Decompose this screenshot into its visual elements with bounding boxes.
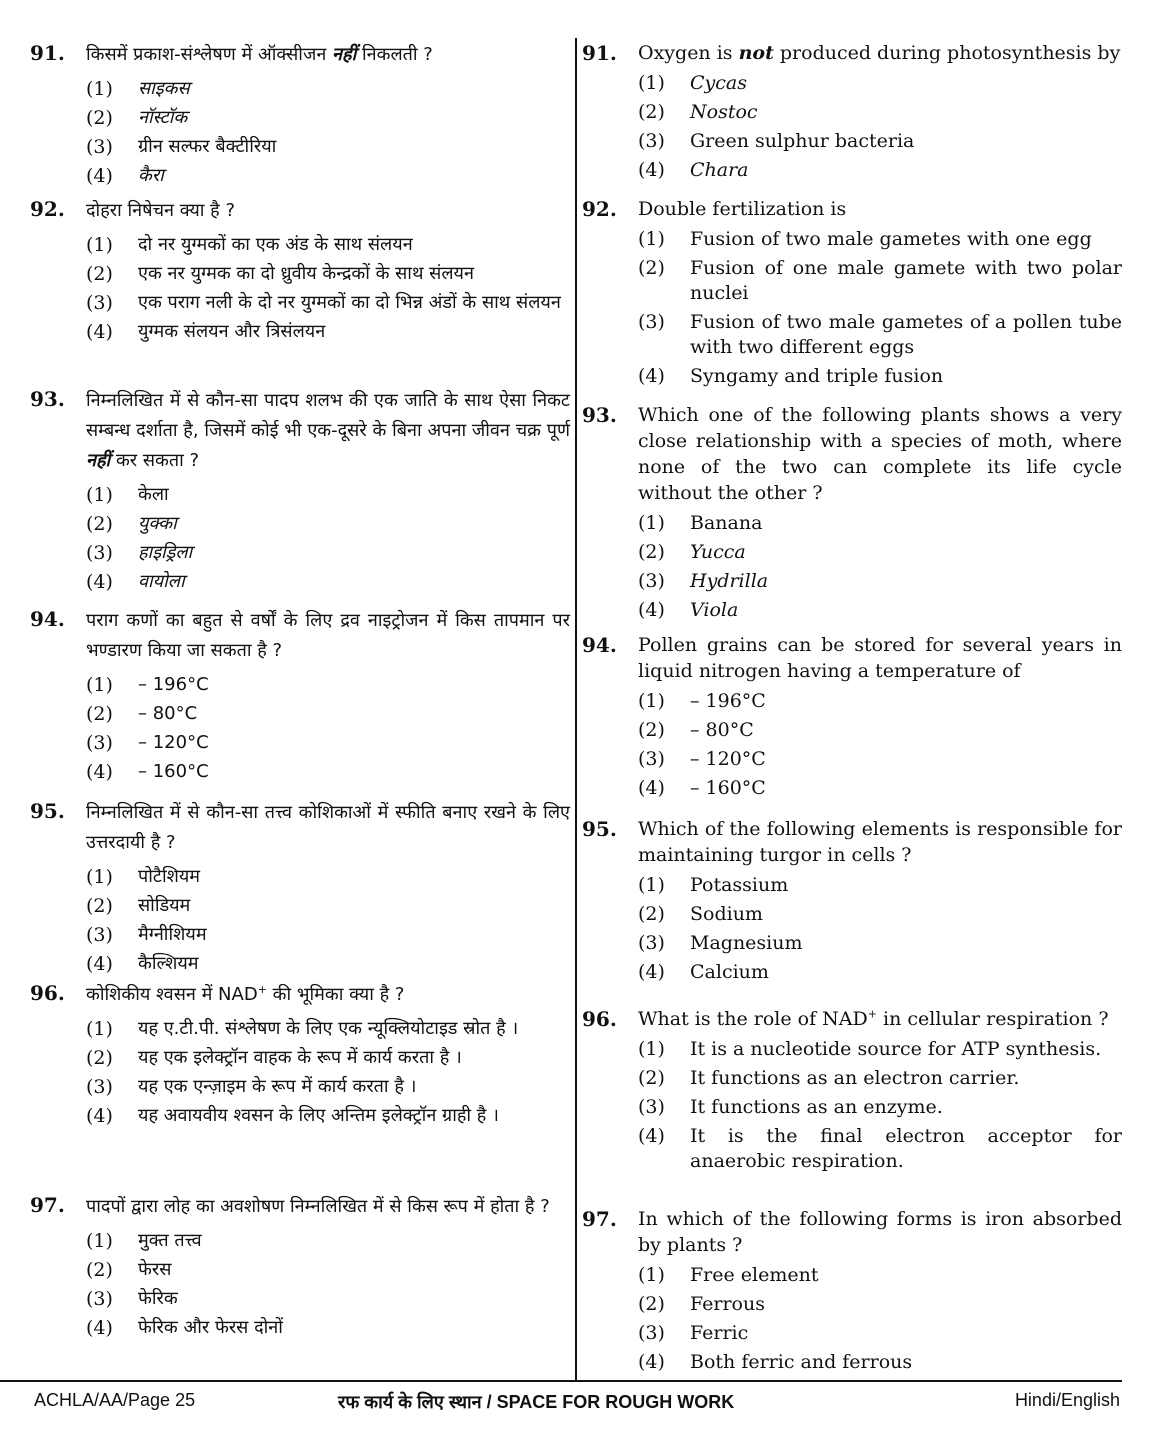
question-number: 95. (582, 817, 617, 841)
option-text: – 80°C (138, 703, 198, 724)
option-number: (2) (638, 903, 665, 925)
question-number: 93. (30, 387, 65, 411)
option-number: (1) (638, 512, 665, 534)
option-number: (2) (86, 263, 113, 285)
question-text: Which of the following elements is responsible for maintaining turgor in cells ? (638, 818, 1122, 866)
question-text: कोशिकीय श्वसन में NAD+ की भूमिका क्या है ? (86, 983, 405, 1005)
option-number: (4) (86, 321, 113, 343)
option-text: Fusion of one male gamete with two polar nuclei (690, 257, 1122, 304)
options-list (86, 1227, 570, 1342)
superscript: + (257, 983, 267, 996)
option-text: यह अवायवीय श्वसन के लिए अन्तिम इलेक्ट्रॉन ग्राही है । (138, 1105, 499, 1126)
options-list (86, 671, 570, 786)
option-item (86, 863, 570, 891)
emphasis-word: नहीं (332, 44, 357, 65)
column-divider (575, 38, 577, 1380)
question-text: What is the role of NAD+ in cellular respiration ? (638, 1007, 1109, 1030)
option-number: (2) (638, 101, 665, 123)
option-item (86, 921, 570, 949)
option-number: (4) (86, 1317, 113, 1339)
option-item (86, 481, 570, 509)
question-text: निम्नलिखित में से कौन-सा तत्त्व कोशिकाओं में स्फीति बनाए रखने के लिए उत्तरदायी है ? (86, 802, 570, 853)
option-item (86, 75, 570, 103)
option-number: (4) (638, 365, 665, 387)
option-number: (1) (638, 874, 665, 896)
option-number: (3) (638, 311, 665, 333)
question-95 (582, 816, 1122, 989)
option-item (638, 689, 1122, 714)
option-number: (3) (86, 924, 113, 946)
option-text: – 120°C (690, 748, 766, 770)
option-text: युक्का (138, 513, 177, 534)
option-number: (4) (638, 599, 665, 621)
option-item (638, 1095, 1122, 1120)
option-number: (3) (638, 130, 665, 152)
option-number: (3) (638, 932, 665, 954)
question-92 (30, 196, 570, 347)
question-93 (30, 386, 570, 597)
option-item (638, 1124, 1122, 1174)
options-list (638, 873, 1122, 985)
question-text: Which one of the following plants shows a very close relationship with a species of moth, where none of the two can complete its life cycle without the other ? (638, 404, 1122, 504)
options-list (638, 1263, 1122, 1375)
option-number: (1) (638, 1264, 665, 1286)
option-text: Ferric (690, 1322, 749, 1344)
option-number: (3) (86, 292, 113, 314)
option-text: – 160°C (690, 777, 766, 799)
question-93 (582, 402, 1122, 627)
options-list (86, 75, 570, 190)
option-number: (4) (86, 953, 113, 975)
option-text: ग्रीन सल्फर बैक्टीरिया (138, 136, 277, 157)
option-text: Ferrous (690, 1293, 765, 1315)
options-list (638, 227, 1122, 389)
option-text: युग्मक संलयन और त्रिसंलयन (138, 321, 326, 342)
option-item (638, 718, 1122, 743)
option-item (86, 892, 570, 920)
option-text: कैरा (138, 165, 164, 186)
option-number: (3) (638, 570, 665, 592)
question-text: In which of the following forms is iron absorbed by plants ? (638, 1208, 1122, 1256)
option-text: फेरिक और फेरस दोनों (138, 1317, 283, 1338)
option-item (86, 729, 570, 757)
option-item (86, 510, 570, 538)
option-item (86, 1227, 570, 1255)
option-item (86, 318, 570, 346)
option-item (638, 1350, 1122, 1375)
option-text: सोडियम (138, 895, 191, 916)
options-list (638, 71, 1122, 183)
option-item (638, 364, 1122, 389)
question-96 (582, 1006, 1122, 1178)
question-number: 96. (582, 1007, 617, 1031)
option-item (638, 1037, 1122, 1062)
question-text: पराग कणों का बहुत से वर्षों के लिए द्रव नाइट्रोजन में किस तापमान पर भण्डारण किया जा सकता है ? (86, 610, 570, 661)
options-list (86, 481, 570, 596)
option-item (86, 700, 570, 728)
option-number: (2) (86, 703, 113, 725)
option-item (86, 231, 570, 259)
question-number: 95. (30, 799, 65, 823)
option-item (638, 1292, 1122, 1317)
option-number: (3) (86, 542, 113, 564)
option-text: It is a nucleotide source for ATP synthesis. (690, 1038, 1102, 1060)
option-text: दो नर युग्मकों का एक अंड के साथ संलयन (138, 234, 413, 255)
option-number: (4) (638, 961, 665, 983)
option-number: (3) (638, 1322, 665, 1344)
option-text: – 160°C (138, 761, 209, 782)
option-item (86, 1102, 570, 1130)
option-text: यह एक एन्ज़ाइम के रूप में कार्य करता है । (138, 1076, 417, 1097)
option-text: पोटैशियम (138, 866, 201, 887)
option-number: (1) (638, 228, 665, 250)
option-text: – 196°C (138, 674, 209, 695)
page-footer (34, 1390, 1120, 1414)
question-number: 91. (582, 41, 617, 65)
option-number: (2) (86, 1259, 113, 1281)
option-number: (4) (86, 165, 113, 187)
option-number: (1) (86, 484, 113, 506)
question-96 (30, 980, 570, 1131)
options-list (638, 511, 1122, 623)
option-number: (1) (86, 1230, 113, 1252)
option-number: (1) (638, 1038, 665, 1060)
option-item (638, 511, 1122, 536)
option-number: (2) (638, 541, 665, 563)
option-item (638, 310, 1122, 360)
options-list (638, 689, 1122, 801)
option-item (638, 1066, 1122, 1091)
question-number: 94. (582, 633, 617, 657)
option-text: It functions as an electron carrier. (690, 1067, 1020, 1089)
option-text: Fusion of two male gametes of a pollen tube with two different eggs (690, 311, 1122, 358)
option-number: (1) (86, 78, 113, 100)
question-text: पादपों द्वारा लोह का अवशोषण निम्नलिखित में से किस रूप में होता है ? (86, 1196, 550, 1217)
question-text: किसमें प्रकाश-संश्लेषण में ऑक्सीजन नहीं निकलती ? (86, 44, 433, 65)
language-label: Hindi/English (1014, 1390, 1120, 1410)
question-text: Pollen grains can be stored for several years in liquid nitrogen having a temperature of (638, 634, 1122, 682)
option-text: – 120°C (138, 732, 209, 753)
option-text: Banana (690, 512, 763, 534)
emphasis-word: not (738, 42, 774, 64)
option-item (638, 1321, 1122, 1346)
option-text: हाइड्रिला (138, 542, 193, 563)
option-number: (4) (86, 571, 113, 593)
emphasis-word: नहीं (86, 450, 111, 471)
question-number: 92. (30, 197, 65, 221)
option-item (86, 671, 570, 699)
option-item (638, 100, 1122, 125)
option-number: (3) (86, 732, 113, 754)
options-list (86, 1015, 570, 1130)
rough-work-label: रफ कार्य के लिए स्थान / SPACE FOR ROUGH WORK (338, 1392, 735, 1412)
option-number: (1) (86, 674, 113, 696)
option-number: (2) (86, 513, 113, 535)
option-item (86, 1073, 570, 1101)
option-text: Syngamy and triple fusion (690, 365, 944, 387)
option-text: एक नर युग्मक का दो ध्रुवीय केन्द्रकों के साथ संलयन (138, 263, 474, 284)
option-text: Both ferric and ferrous (690, 1351, 913, 1373)
option-item (86, 1256, 570, 1284)
question-number: 97. (582, 1207, 617, 1231)
option-text: एक पराग नली के दो नर युग्मकों का दो भिन्न अंडों के साथ संलयन (138, 292, 561, 313)
option-item (86, 104, 570, 132)
option-text: Magnesium (690, 932, 803, 954)
option-text: Potassium (690, 874, 789, 896)
option-item (86, 260, 570, 288)
options-list (86, 231, 570, 346)
question-92 (582, 196, 1122, 393)
option-item (86, 1314, 570, 1342)
option-item (638, 931, 1122, 956)
option-text: नॉस्टॉक (138, 107, 188, 128)
option-text: Green sulphur bacteria (690, 130, 915, 152)
option-text: – 80°C (690, 719, 754, 741)
option-item (86, 539, 570, 567)
option-number: (2) (86, 1047, 113, 1069)
option-number: (1) (638, 72, 665, 94)
option-number: (3) (86, 136, 113, 158)
option-text: Hydrilla (690, 570, 769, 592)
option-number: (4) (638, 777, 665, 799)
option-number: (1) (86, 1018, 113, 1040)
question-94 (582, 632, 1122, 805)
option-number: (2) (638, 257, 665, 279)
options-list (86, 863, 570, 978)
option-text: Fusion of two male gametes with one egg (690, 228, 1092, 250)
option-text: Cycas (690, 72, 747, 94)
option-text: साइकस (138, 78, 190, 99)
option-item (638, 598, 1122, 623)
option-text: Calcium (690, 961, 769, 983)
question-97 (30, 1192, 570, 1343)
option-number: (3) (86, 1076, 113, 1098)
option-text: It is the final electron acceptor for anaerobic respiration. (690, 1125, 1122, 1172)
question-number: 93. (582, 403, 617, 427)
option-text: वायोला (138, 571, 185, 592)
option-number: (1) (86, 866, 113, 888)
option-number: (1) (86, 234, 113, 256)
option-number: (3) (86, 1288, 113, 1310)
option-text: कैल्शियम (138, 953, 199, 974)
superscript: + (867, 1007, 877, 1021)
options-list (638, 1037, 1122, 1174)
option-item (86, 1285, 570, 1313)
option-item (86, 758, 570, 786)
question-97 (582, 1206, 1122, 1379)
option-item (86, 1044, 570, 1072)
question-number: 97. (30, 1193, 65, 1217)
option-text: Chara (690, 159, 749, 181)
option-item (638, 569, 1122, 594)
option-item (638, 71, 1122, 96)
option-text: It functions as an enzyme. (690, 1096, 943, 1118)
option-item (86, 950, 570, 978)
option-number: (2) (638, 1293, 665, 1315)
option-text: मुक्त तत्त्व (138, 1230, 202, 1251)
option-item (638, 747, 1122, 772)
option-text: यह ए.टी.पी. संश्लेषण के लिए एक न्यूक्लियोटाइड स्रोत है । (138, 1018, 519, 1039)
option-text: Viola (690, 599, 739, 621)
footer-rule (0, 1380, 1122, 1382)
option-item (638, 1263, 1122, 1288)
option-text: – 196°C (690, 690, 766, 712)
option-text: Nostoc (690, 101, 758, 123)
option-item (86, 1015, 570, 1043)
option-item (86, 133, 570, 161)
option-number: (4) (638, 1125, 665, 1147)
option-item (638, 129, 1122, 154)
option-number: (3) (638, 1096, 665, 1118)
option-item (638, 873, 1122, 898)
option-number: (2) (638, 1067, 665, 1089)
option-number: (1) (638, 690, 665, 712)
option-item (86, 289, 570, 317)
question-text: दोहरा निषेचन क्या है ? (86, 200, 236, 221)
option-item (638, 256, 1122, 306)
option-text: मैग्नीशियम (138, 924, 207, 945)
option-number: (2) (86, 895, 113, 917)
option-number: (4) (638, 1351, 665, 1373)
option-text: फेरिक (138, 1288, 178, 1309)
option-number: (3) (638, 748, 665, 770)
question-text: Double fertilization is (638, 198, 847, 220)
question-94 (30, 606, 570, 787)
option-text: केला (138, 484, 169, 505)
option-number: (4) (86, 761, 113, 783)
option-item (638, 960, 1122, 985)
option-number: (2) (86, 107, 113, 129)
option-item (638, 902, 1122, 927)
option-number: (4) (86, 1105, 113, 1127)
option-text: Yucca (690, 541, 746, 563)
question-number: 94. (30, 607, 65, 631)
page-code: ACHLA/AA/Page 25 (34, 1390, 196, 1410)
option-item (638, 158, 1122, 183)
question-number: 92. (582, 197, 617, 221)
question-91 (582, 40, 1122, 187)
question-95 (30, 798, 570, 979)
option-item (86, 162, 570, 190)
question-text: निम्नलिखित में से कौन-सा पादप शलभ की एक जाति के साथ ऐसा निकट सम्बन्ध दर्शाता है, जिसमें कोई भी एक-दूसरे के बिना अपना जीवन चक्र पूर्ण नहीं कर सकता ? (86, 390, 570, 471)
option-text: यह एक इलेक्ट्रॉन वाहक के रूप में कार्य करता है । (138, 1047, 462, 1068)
question-number: 96. (30, 981, 65, 1005)
option-item (638, 227, 1122, 252)
option-item (86, 568, 570, 596)
option-text: फेरस (138, 1259, 172, 1280)
question-text: Oxygen is not produced during photosynthesis by (638, 42, 1121, 64)
option-text: Free element (690, 1264, 819, 1286)
question-91 (30, 40, 570, 191)
question-number: 91. (30, 41, 65, 65)
option-number: (2) (638, 719, 665, 741)
option-item (638, 540, 1122, 565)
option-number: (4) (638, 159, 665, 181)
option-text: Sodium (690, 903, 763, 925)
option-item (638, 776, 1122, 801)
